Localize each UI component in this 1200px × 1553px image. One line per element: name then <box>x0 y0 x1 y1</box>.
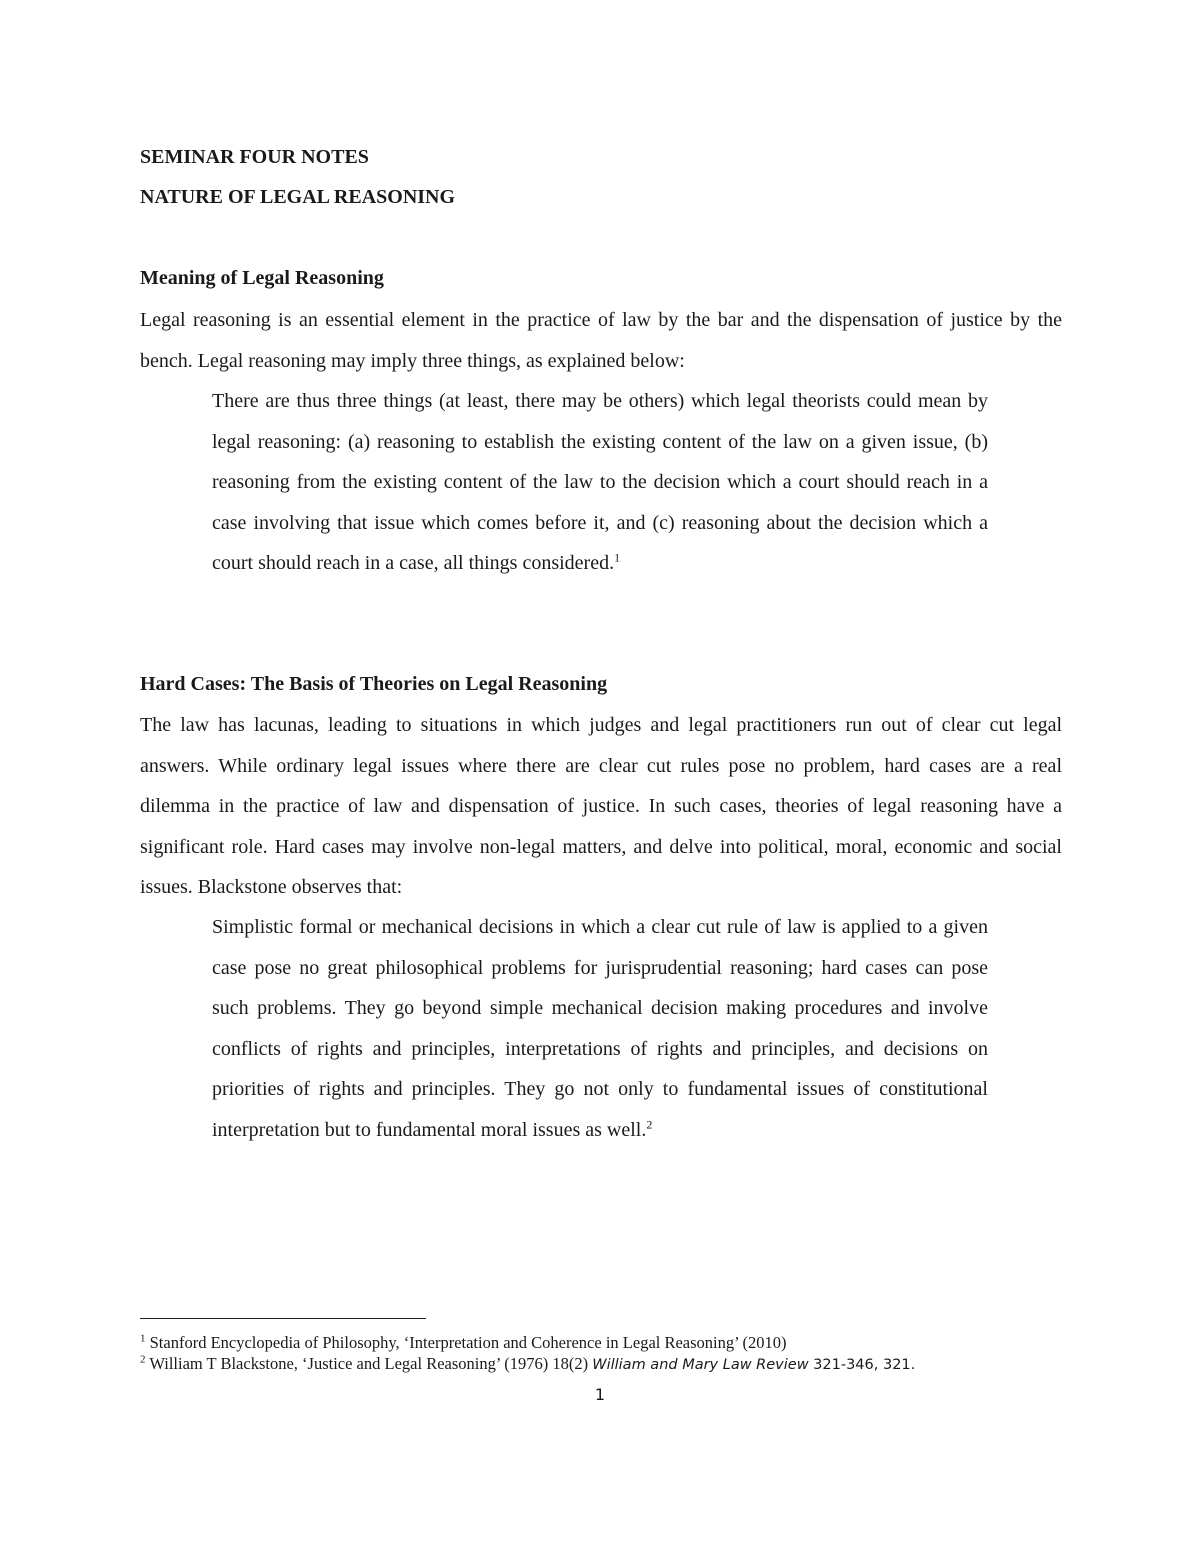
section-heading-meaning: Meaning of Legal Reasoning <box>140 267 384 289</box>
section-paragraph-hard-cases: The law has lacunas, leading to situations in which judges and legal practitioners run out of clear cut legal answers. While ordinary legal issues where there are clear cut rules pose no problem, hard cases are a real dilemma in the practice of law and dispensation of justice. In such cases, theories of legal reasoning have a significant role. Hard cases may involve non-legal matters, and delve into political, moral, economic and social issues. Blackstone observes that: <box>140 714 1062 898</box>
footnote-2 <box>140 1353 916 1373</box>
page-number: 1 <box>594 1385 606 1404</box>
footnote-pages: 321-346, 321. <box>808 1357 916 1373</box>
footnote-number: 1 <box>140 1332 146 1345</box>
footnote-journal-title: William and Mary Law Review <box>592 1357 809 1373</box>
footnote-text: Stanford Encyclopedia of Philosophy, ‘Interpretation and Coherence in Legal Reasoning’ (2010) <box>145 1333 787 1352</box>
section-heading-hard-cases: Hard Cases: The Basis of Theories on Legal Reasoning <box>140 673 608 695</box>
document-title: SEMINAR FOUR NOTES <box>140 146 369 168</box>
block-quote-meaning <box>212 381 988 584</box>
section-paragraph-meaning: Legal reasoning is an essential element in the practice of law by the bar and the dispensation of justice by the bench. Legal reasoning may imply three things, as explained below: <box>140 309 1062 372</box>
block-quote-text: There are thus three things (at least, there may be others) which legal theorists could mean by legal reasoning: (a) reasoning to establish the existing content of the law on a given issue, (b) reasoning from the existing content of the law to the decision which a court should reach in a case involving that issue which comes before it, and (c) reasoning about the decision which a court should reach in a case, all things considered. <box>212 390 988 574</box>
footnote-separator <box>140 1318 426 1319</box>
footnote-1 <box>140 1332 787 1352</box>
document-subtitle: NATURE OF LEGAL REASONING <box>140 186 456 208</box>
block-quote-hard-cases <box>212 907 988 1150</box>
block-quote-text: Simplistic formal or mechanical decisions in which a clear cut rule of law is applied to a given case pose no great philosophical problems for jurisprudential reasoning; hard cases can pose such problems. They go beyond simple mechanical decision making procedures and involve conflicts of rights and principles, interpretations of rights and principles, and decisions on priorities of rights and principles. They go not only to fundamental issues of constitutional interpretation but to fundamental moral issues as well. <box>212 916 988 1141</box>
footnote-reference[interactable]: 2 <box>646 1116 653 1131</box>
footnote-text: William T Blackstone, ‘Justice and Legal Reasoning’ (1976) 18(2) <box>145 1354 593 1373</box>
footnote-number: 2 <box>140 1353 146 1366</box>
footnote-reference[interactable]: 1 <box>614 550 621 565</box>
